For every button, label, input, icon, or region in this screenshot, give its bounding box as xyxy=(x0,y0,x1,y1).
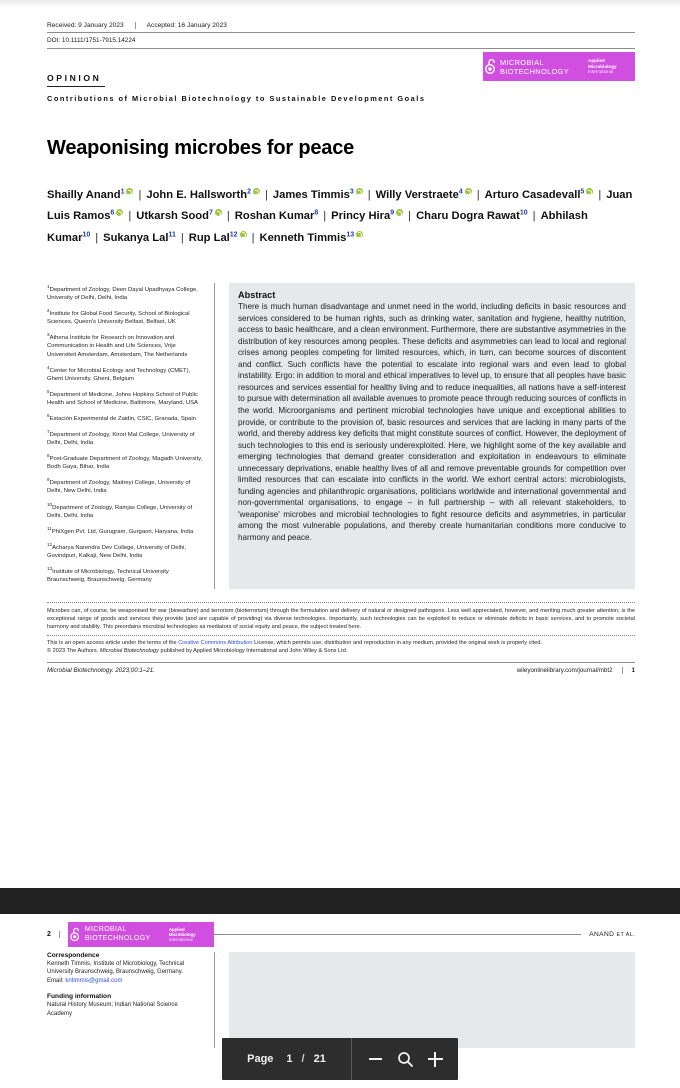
viewer-top-strip xyxy=(0,0,680,8)
page2-header-rule xyxy=(214,934,581,935)
page2-author-running-head: ANAND ET AL. xyxy=(589,931,635,938)
author-name[interactable]: John E. Hallsworth$^2$ xyxy=(146,188,251,202)
funding-heading: Funding information xyxy=(47,993,112,1001)
author-name[interactable]: Roshan Kumar$^8$ xyxy=(234,209,319,223)
affiliation-item: $^{12}$Acharya Narendra Dev College, University of Delhi, Govindpuri, Kalkaji, New Delhi, India xyxy=(47,541,187,559)
author-separator: | xyxy=(251,231,255,244)
orcid-icon[interactable] xyxy=(253,188,260,195)
author-affiliation-ref[interactable]: 13 xyxy=(346,230,355,238)
correspondence-block xyxy=(47,952,204,985)
body-columns xyxy=(47,283,635,589)
author-separator: | xyxy=(264,189,268,202)
zoom-reset-button[interactable] xyxy=(392,1046,418,1072)
author-name[interactable]: Willy Verstraete$^4$ xyxy=(375,188,463,202)
orcid-icon[interactable] xyxy=(356,188,363,195)
article-type-rule xyxy=(47,86,105,87)
total-pages-value: 21 xyxy=(313,1053,326,1065)
affiliation-item: $^3$Athena Institute for Research on Innovation and Communication in Health and Life Sciences, Vrije Universiteit Amsterdam, Amsterdam, The Netherlands xyxy=(47,332,188,358)
page2-running-header xyxy=(47,914,635,947)
affiliations-column xyxy=(47,283,215,589)
affiliation-number: 11 xyxy=(47,525,52,531)
affiliation-number: 3 xyxy=(47,332,50,338)
creative-commons-link[interactable]: Creative Commons Attribution xyxy=(178,640,253,647)
footnote-text: Microbes can, of course, be weaponised for war (biowarfare) and terrorism (bioterrorism) through the formulation and delivery of natural or designed pathogens. Less well appreciated, however, and meriting much greater attention, is the exceptional range of goods and services they provide (and are capable of providing) via diverse technologies. Importantly, such technologies can be exploited to reduce or eliminate deficits in basic services, and to promote societal harmony and stability. This preordains microbial technologies as mediators of social equity and peace, the subject treated here. xyxy=(47,608,635,631)
footer-journal-url[interactable]: wileyonlinelibrary.com/journal/mbt2 xyxy=(516,667,613,675)
orcid-icon[interactable] xyxy=(240,231,247,238)
affiliation-item: $^{11}$PhiXgen Pvt. Ltd, Gurugram, Gurgaon, Haryana, India xyxy=(47,525,194,535)
author-affiliation-ref[interactable]: 7 xyxy=(208,209,213,217)
article-type: OPINION xyxy=(47,73,102,83)
zoom-out-button[interactable] xyxy=(362,1046,388,1072)
affiliation-item: $^8$Post-Graduate Department of Zoology, Magadh University, Bodh Gaya, Bihar, India xyxy=(47,453,203,471)
author-separator: | xyxy=(180,231,184,244)
page-separator-bar xyxy=(0,888,680,914)
page-indicator[interactable] xyxy=(222,1038,352,1080)
affiliation-number: 2 xyxy=(47,308,50,314)
affiliation-item: $^{10}$Department of Zoology, Ramjas College, University of Delhi, Delhi, India xyxy=(47,501,193,519)
author-list xyxy=(47,183,635,247)
footer-page-number: 1 xyxy=(622,667,635,674)
author-name[interactable]: Kenneth Timmis$^{13}$ xyxy=(259,230,355,244)
affiliation-item: $^4$Center for Microbial Ecology and Technology (CMET), Ghent University, Ghent, Belgium xyxy=(47,364,191,382)
author-separator: | xyxy=(128,210,132,223)
author-name[interactable]: Abhilash Kumar$^{10}$ xyxy=(47,210,588,244)
accepted-date: Accepted: 16 January 2023 xyxy=(146,22,227,29)
pdf-page-1 xyxy=(0,8,680,888)
orcid-icon[interactable] xyxy=(465,188,472,195)
abstract-box xyxy=(229,283,635,589)
doi-line[interactable]: DOI: 10.1111/1751-7915.14224 xyxy=(47,33,635,49)
affiliation-number: 1 xyxy=(47,284,50,290)
affiliation-item: $^6$Estación Experimental de Zaidin, CSIC, Granada, Spain xyxy=(47,412,196,422)
author-affiliation-ref[interactable]: 12 xyxy=(229,230,238,238)
author-affiliation-ref[interactable]: 8 xyxy=(314,209,319,217)
author-name[interactable]: Princy Hira$^9$ xyxy=(331,209,395,223)
funding-text: Natural History Museum; Indian National Science Academy xyxy=(47,1002,178,1017)
author-affiliation-ref[interactable]: 10 xyxy=(519,209,528,217)
author-name[interactable]: Arturo Casadevall$^5$ xyxy=(484,188,585,202)
author-separator: | xyxy=(532,210,536,223)
page2-folio: 2 xyxy=(47,931,60,938)
affiliation-number: 13 xyxy=(47,565,53,571)
author-separator: | xyxy=(408,210,412,223)
orcid-icon[interactable] xyxy=(356,231,363,238)
affiliation-item: $^9$Department of Zoology, Maitreyi College, University of Delhi, New Delhi, India xyxy=(47,477,191,495)
minus-icon xyxy=(369,1058,382,1060)
page2-journal-logo xyxy=(68,922,214,947)
abstract-heading: Abstract xyxy=(238,290,276,301)
article-dates xyxy=(47,22,635,33)
author-separator: | xyxy=(598,189,602,202)
author-separator: | xyxy=(138,189,142,202)
author-affiliation-ref[interactable]: 5 xyxy=(580,188,585,196)
author-name[interactable]: Sukanya Lal$^{11}$ xyxy=(103,230,176,244)
author-name[interactable]: Shailly Anand$^1$ xyxy=(47,188,125,202)
correspondence-email-link[interactable]: kntimmis@gmail.com xyxy=(65,977,123,984)
author-name[interactable]: Rup Lal$^{12}$ xyxy=(188,230,238,244)
author-name[interactable]: Juan Luis Ramos$^6$ xyxy=(47,189,633,223)
journal-logo xyxy=(483,52,635,81)
orcid-icon[interactable] xyxy=(215,209,222,216)
affiliation-number: 6 xyxy=(47,412,50,418)
journal-logo-title: MICROBIAL BIOTECHNOLOGY xyxy=(500,57,570,76)
author-name[interactable]: Utkarsh Sood$^7$ xyxy=(136,209,213,223)
affiliation-item: $^2$Institute for Global Food Security, School of Biological Sciences, Queen's University Belfast, Belfast, UK xyxy=(47,308,190,326)
affiliation-number: 9 xyxy=(47,477,50,483)
author-affiliation-ref[interactable]: 10 xyxy=(82,230,91,238)
affiliation-number: 8 xyxy=(47,453,50,459)
author-affiliation-ref[interactable]: 3 xyxy=(349,188,354,196)
license-text: This is an open access article under the terms of the Creative Commons Attribution License, which permits use, distribution and reproduction in any medium, provided the original work is properly cited. © 2023 The Authors. Microbial Biotechnology published by Applied Microbiology International and John Wiley & Sons Ltd. xyxy=(47,640,542,655)
author-name[interactable]: Charu Dogra Rawat$^{10}$ xyxy=(416,209,528,223)
zoom-in-button[interactable] xyxy=(422,1046,448,1072)
author-separator: | xyxy=(226,210,230,223)
affiliation-item: $^1$Department of Zoology, Deen Dayal Upadhyaya College, University of Delhi, Delhi, India xyxy=(47,284,198,302)
affiliation-item: $^5$Department of Medicine, Johns Hopkins School of Public Health and School of Medicine, Baltimore, Maryland, USA xyxy=(47,388,198,406)
affiliation-item: $^7$Department of Zoology, Kirori Mal College, University of Delhi, Delhi, India xyxy=(47,429,195,447)
zoom-controls xyxy=(352,1038,458,1080)
magnifier-icon xyxy=(397,1051,414,1068)
current-page-value[interactable]: 1 xyxy=(286,1053,293,1065)
correspondence-text: Kenneth Timmis, Institute of Microbiology, Technical University Braunschweig, Braunschweig, Germany. Email: kntimmis@gmail.com xyxy=(47,961,185,984)
plus-icon xyxy=(427,1051,443,1067)
author-separator: | xyxy=(367,189,371,202)
page2-abstract-continuation-box xyxy=(229,952,635,1048)
page-title: Weaponising microbes for peace xyxy=(47,137,355,160)
author-separator: | xyxy=(476,189,480,202)
affiliation-number: 10 xyxy=(47,501,53,507)
abstract-text: There is much human disadvantage and unmet need in the world, including deficits in basic resources and services considered to be human rights, such as drinking water, sanitation and hygiene, healthy nutrition, access to basic healthcare, and a clean environment. Furthermore, there are substantive asymmetries in the distribution of key resources among peoples. These deficits and asymmetries can lead to local and regional crises among peoples competing for limited resources, which, in turn, can become sources of discontent and conflict. Such conflicts have the potential to escalate into regional wars and even lead to global instability. Ergo: in addition to moral and ethical imperatives to level up, to ensure that all peoples have basic resources and services essential for healthy living and to reduce inequalities, all nations have a self-interest to pursue with determination all available avenues to promote peace through reducing sources of conflicts in the world. Microorganisms and pertinent microbial technologies have unique and exceptional abilities to provide, or contribute to the provision of, basic resources and services that are lacking in many parts of the world, and thereby address key deficits that might constitute sources of conflict. However, the deployment of such technologies to this end is seriously underexploited. Here, we highlight some of the key available and emerging technologies that demand greater consideration and exploitation in endeavours to eliminate unnecessary deprivations, enable healthy lives of all and remove preventable grounds for competition over limited resources that can escalate into conflicts in the world. We exhort central actors: microbiologists, funding agencies and philanthropic organisations, politicians worldwide and international governmental and non-governmental organisations, to engage – in full partnership – with all relevant stakeholders, to 'weaponise' microbes and microbial technologies to fight resource deficits and asymmetries, in particular among the most vulnerable populations, and thereby create humanitarian conditions more conducive to harmony and peace. xyxy=(238,302,626,543)
page-label: Page xyxy=(247,1053,274,1065)
footer-citation: Microbial Biotechnology. 2023;00:1–21. xyxy=(47,667,155,675)
author-affiliation-ref[interactable]: 9 xyxy=(390,209,395,217)
author-separator: | xyxy=(95,231,99,244)
affiliation-number: 12 xyxy=(47,541,53,547)
correspondence-heading: Correspondence xyxy=(47,952,100,959)
author-affiliation-ref[interactable]: 6 xyxy=(110,209,115,217)
section-series-title: Contributions of Microbial Biotechnology to Sustainable Development Goals xyxy=(47,94,426,104)
author-separator: | xyxy=(323,210,327,223)
applied-microbiology-international-label: Applied Microbiology International xyxy=(588,58,617,75)
pdf-toolbar xyxy=(222,1038,458,1080)
microbial-biotechnology-mark-icon xyxy=(68,922,85,947)
author-affiliation-ref[interactable]: 2 xyxy=(247,188,251,196)
microbial-biotechnology-mark-icon xyxy=(483,52,500,81)
author-affiliation-ref[interactable]: 4 xyxy=(458,188,463,196)
funding-block xyxy=(47,993,204,1018)
affiliation-number: 5 xyxy=(47,388,50,394)
author-name[interactable]: James Timmis$^3$ xyxy=(272,188,354,202)
affiliation-number: 4 xyxy=(47,364,50,370)
page-separator: / xyxy=(301,1053,305,1065)
page2-columns xyxy=(47,952,635,1048)
affiliation-number: 7 xyxy=(47,429,50,435)
footnote-block xyxy=(47,602,635,674)
page2-left-column xyxy=(47,952,215,1048)
author-affiliation-ref[interactable]: 11 xyxy=(168,230,176,238)
received-date: Received: 9 January 2023 xyxy=(47,22,136,29)
journal-logo-title: MICROBIAL BIOTECHNOLOGY xyxy=(84,926,151,942)
author-affiliation-ref[interactable]: 1 xyxy=(120,188,125,196)
page-footer xyxy=(47,663,635,674)
affiliation-item: $^{13}$Institute of Microbiology, Technical University Braunschweig, Braunschweig, Germany xyxy=(47,565,169,583)
applied-microbiology-international-label: Applied Microbiology International xyxy=(168,927,196,942)
